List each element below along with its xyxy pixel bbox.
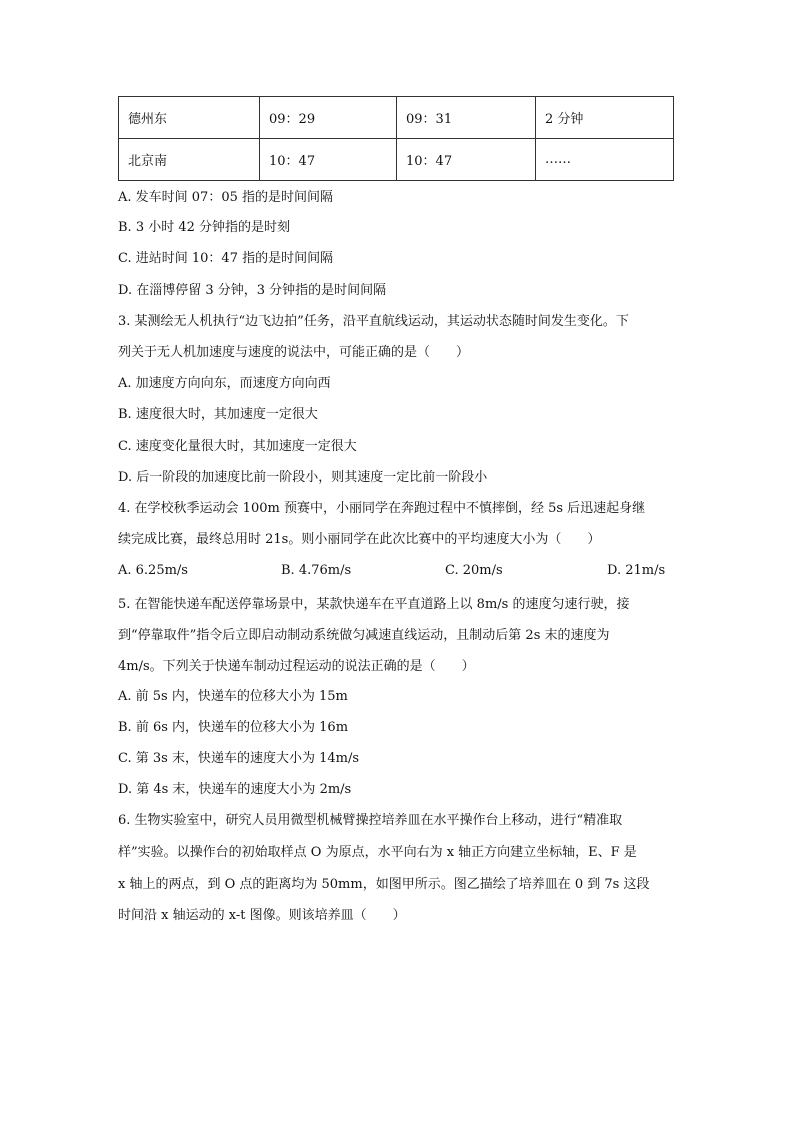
- q3-option-b: B. 速度很大时，其加速度一定很大: [118, 407, 318, 422]
- q4-option-d: D. 21m/s: [607, 563, 666, 578]
- q6-stem-line-4: 时间沿 x 轴运动的 x-t 图像。则该培养皿（ ）: [118, 908, 406, 923]
- train-schedule-table: [118, 96, 674, 181]
- q4-options-row: [118, 563, 674, 579]
- q5-stem-line-1: 5. 在智能快递车配送停靠场景中，某款快递车在平直道路上以 8m/s 的速度匀速行驶，接: [118, 597, 630, 612]
- q4-stem-line-2: 续完成比赛，最终总用时 21s。则小丽同学在此次比赛中的平均速度大小为（ ）: [118, 532, 601, 547]
- q3-option-d: D. 后一阶段的加速度比前一阶段小，则其速度一定比前一阶段小: [118, 470, 488, 485]
- q5-option-d: D. 第 4s 末，快递车的速度大小为 2m/s: [118, 782, 352, 797]
- q6-stem-line-1: 6. 生物实验室中，研究人员用微型机械臂操控培养皿在水平操作台上移动，进行“精准取: [118, 813, 623, 828]
- table-row: [119, 139, 674, 181]
- table-cell: 北京南: [119, 139, 260, 181]
- q5-option-a: A. 前 5s 内，快递车的位移大小为 15m: [118, 689, 348, 704]
- q3-option-c: C. 速度变化量很大时，其加速度一定很大: [118, 439, 357, 454]
- q4-stem-line-1: 4. 在学校秋季运动会 100m 预赛中，小丽同学在奔跑过程中不慎摔倒，经 5s 后迅速起身继: [118, 501, 646, 516]
- table-cell: 德州东: [119, 97, 260, 139]
- q3-stem-line-2: 列关于无人机加速度与速度的说法中，可能正确的是（ ）: [118, 345, 470, 360]
- table-cell: 09：29: [260, 97, 397, 139]
- table-cell: ……: [536, 139, 674, 181]
- q2-option-c: C. 进站时间 10：47 指的是时间间隔: [118, 251, 334, 266]
- q2-option-d: D. 在淄博停留 3 分钟，3 分钟指的是时间间隔: [118, 283, 387, 298]
- q2-option-a: A. 发车时间 07：05 指的是时间间隔: [118, 190, 334, 205]
- q5-option-c: C. 第 3s 末，快递车的速度大小为 14m/s: [118, 751, 360, 766]
- table-cell: 10：47: [260, 139, 397, 181]
- q3-stem-line-1: 3. 某测绘无人机执行“边飞边拍”任务，沿平直航线运动，其运动状态随时间发生变化。下: [118, 314, 629, 329]
- table-cell: 09：31: [397, 97, 536, 139]
- q4-option-c: C. 20m/s: [445, 563, 503, 578]
- q2-option-b: B. 3 小时 42 分钟指的是时刻: [118, 220, 291, 235]
- q4-option-a: A. 6.25m/s: [118, 563, 188, 578]
- table-cell: 2 分钟: [536, 97, 674, 139]
- table-cell: 10：47: [397, 139, 536, 181]
- q5-stem-line-2: 到“停靠取件”指令后立即启动制动系统做匀减速直线运动，且制动后第 2s 末的速度为: [118, 628, 610, 643]
- q6-stem-line-2: 样”实验。以操作台的初始取样点 O 为原点，水平向右为 x 轴正方向建立坐标轴，E、F 是: [118, 845, 637, 860]
- q4-option-b: B. 4.76m/s: [281, 563, 352, 578]
- q5-option-b: B. 前 6s 内，快递车的位移大小为 16m: [118, 720, 349, 735]
- table-row: [119, 97, 674, 139]
- q5-stem-line-3: 4m/s。下列关于快递车制动过程运动的说法正确的是（ ）: [118, 659, 475, 674]
- q3-option-a: A. 加速度方向向东，而速度方向向西: [118, 376, 331, 391]
- q6-stem-line-3: x 轴上的两点，到 O 点的距离均为 50mm，如图甲所示。图乙描绘了培养皿在 0 到 7s 这段: [118, 877, 650, 892]
